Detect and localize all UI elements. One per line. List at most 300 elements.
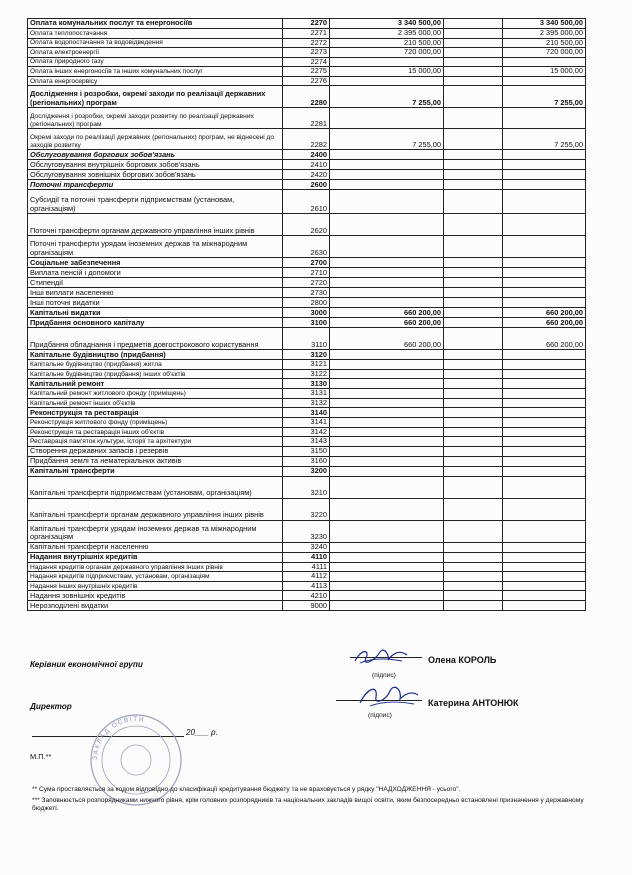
row-amount-total: [503, 150, 586, 160]
row-amount: 660 200,00: [330, 328, 444, 350]
row-amount: 660 200,00: [330, 318, 444, 328]
row-amount-2: [444, 129, 503, 150]
row-amount-2: [444, 552, 503, 562]
table-row: [28, 552, 586, 562]
row-amount-2: [444, 67, 503, 77]
row-amount-2: [444, 76, 503, 86]
row-label: Придбання основного капіталу: [28, 318, 283, 328]
row-code: 2600: [283, 180, 330, 190]
row-code: 4111: [283, 562, 330, 572]
row-amount: [330, 562, 444, 572]
table-row: [28, 258, 586, 268]
table-row: [28, 466, 586, 476]
row-label: Інші виплати населенню: [28, 288, 283, 298]
director-sign-hint: (підпис): [368, 712, 392, 719]
row-amount-2: [444, 190, 503, 214]
row-amount-total: [503, 350, 586, 360]
row-code: 2280: [283, 86, 330, 108]
row-label: Оплата теплопостачання: [28, 29, 283, 39]
row-amount-2: [444, 236, 503, 258]
row-amount-total: [503, 456, 586, 466]
row-amount-2: [444, 446, 503, 456]
row-amount: [330, 542, 444, 552]
row-amount-2: [444, 29, 503, 39]
row-amount: [330, 398, 444, 408]
head-title: Керівник економічної групи: [30, 660, 143, 669]
table-row: [28, 398, 586, 408]
row-amount: [330, 288, 444, 298]
row-amount-2: [444, 369, 503, 379]
row-code: 2610: [283, 190, 330, 214]
row-amount-2: [444, 38, 503, 48]
table-row: [28, 268, 586, 278]
table-row: [28, 170, 586, 180]
table-row: [28, 328, 586, 350]
table-row: [28, 308, 586, 318]
row-label: Обслуговування зовнішніх боргових зобов'язань: [28, 170, 283, 180]
row-amount: [330, 379, 444, 389]
row-amount-total: [503, 542, 586, 552]
row-label: Реконструкція та реставрація: [28, 408, 283, 418]
table-row: [28, 437, 586, 447]
row-label: Стипендії: [28, 278, 283, 288]
table-row: [28, 298, 586, 308]
row-amount-2: [444, 476, 503, 498]
row-label: Надання кредитів органам державного управління інших рівнів: [28, 562, 283, 572]
table-row: [28, 108, 586, 129]
row-amount-2: [444, 542, 503, 552]
row-amount-total: 210 500,00: [503, 38, 586, 48]
row-code: 3110: [283, 328, 330, 350]
row-amount-total: [503, 408, 586, 418]
row-label: Оплата природного газу: [28, 57, 283, 67]
row-amount-total: [503, 180, 586, 190]
table-row: [28, 278, 586, 288]
row-label: Дослідження і розробки, окремі заходи по реалізації державних (регіональних) програм: [28, 86, 283, 108]
row-label: Капітальні трансферти органам державного управління інших рівнів: [28, 498, 283, 520]
table-row: [28, 591, 586, 601]
row-label: Оплата водопостачання та водовідведення: [28, 38, 283, 48]
row-code: 3200: [283, 466, 330, 476]
row-amount-total: [503, 476, 586, 498]
table-row: [28, 360, 586, 370]
row-amount-2: [444, 160, 503, 170]
row-amount-2: [444, 214, 503, 236]
table-row: [28, 350, 586, 360]
row-label: Надання зовнішніх кредитів: [28, 591, 283, 601]
row-amount-total: 2 395 000,00: [503, 29, 586, 39]
row-amount: [330, 236, 444, 258]
row-code: 3150: [283, 446, 330, 456]
row-label: Дослідження і розробки, окремі заходи розвитку по реалізації державних (регіональних) програм: [28, 108, 283, 129]
row-amount: 660 200,00: [330, 308, 444, 318]
row-amount-2: [444, 572, 503, 582]
row-amount-2: [444, 170, 503, 180]
row-amount-2: [444, 268, 503, 278]
row-amount-total: [503, 298, 586, 308]
table-row: [28, 369, 586, 379]
row-amount-total: 720 000,00: [503, 48, 586, 58]
row-amount: [330, 108, 444, 129]
row-amount: [330, 278, 444, 288]
row-code: 3131: [283, 389, 330, 399]
table-row: [28, 150, 586, 160]
row-amount: [330, 180, 444, 190]
table-row: [28, 601, 586, 611]
table-row: [28, 520, 586, 542]
row-label: Оплата електроенергії: [28, 48, 283, 58]
row-amount-2: [444, 19, 503, 29]
row-amount: 7 255,00: [330, 86, 444, 108]
row-code: 2273: [283, 48, 330, 58]
row-amount-2: [444, 86, 503, 108]
table-row: [28, 476, 586, 498]
table-row: [28, 572, 586, 582]
row-amount-total: [503, 288, 586, 298]
row-code: 2700: [283, 258, 330, 268]
table-row: [28, 562, 586, 572]
row-amount-total: [503, 258, 586, 268]
row-code: 4110: [283, 552, 330, 562]
row-label: Капітальне будівництво (придбання) житла: [28, 360, 283, 370]
row-code: 2272: [283, 38, 330, 48]
row-amount: [330, 360, 444, 370]
row-amount-2: [444, 180, 503, 190]
stamp-label: М.П.**: [30, 752, 52, 761]
row-amount-total: [503, 160, 586, 170]
stamp-arc-text: ЗАКЛАД ОСВІТИ: [91, 715, 146, 761]
row-amount-total: [503, 190, 586, 214]
footnote-2: *** Заповнюється розпорядниками нижчого рівня, крім головних розпорядників та національних закладів вищої освіти, яким безпосередньо встановлені призначення у державному бюджеті.: [32, 797, 584, 813]
row-code: 2730: [283, 288, 330, 298]
row-amount: [330, 268, 444, 278]
row-label: Придбання обладнання і предметів довгострокового користування: [28, 328, 283, 350]
table-row: [28, 86, 586, 108]
row-code: 2420: [283, 170, 330, 180]
row-amount: [330, 427, 444, 437]
row-label: Реставрація пам'яток культури, історії та архітектури: [28, 437, 283, 447]
row-code: 3000: [283, 308, 330, 318]
table-row: [28, 190, 586, 214]
row-code: 2630: [283, 236, 330, 258]
row-amount: [330, 446, 444, 456]
row-code: 2720: [283, 278, 330, 288]
row-amount-2: [444, 318, 503, 328]
row-amount-total: 660 200,00: [503, 308, 586, 318]
row-code: 3120: [283, 350, 330, 360]
row-amount-total: [503, 108, 586, 129]
table-row: [28, 288, 586, 298]
row-label: Придбання землі та нематеріальних активів: [28, 456, 283, 466]
director-signature-scribble: [356, 683, 420, 709]
row-amount-total: [503, 360, 586, 370]
row-label: Капітальні трансферти урядам іноземних держав та міжнародним організаціям: [28, 520, 283, 542]
row-amount: [330, 498, 444, 520]
row-label: Капітальний ремонт: [28, 379, 283, 389]
row-amount: [330, 418, 444, 428]
row-amount-2: [444, 57, 503, 67]
table-row: [28, 318, 586, 328]
row-code: 3122: [283, 369, 330, 379]
row-amount-total: [503, 520, 586, 542]
row-amount-total: [503, 552, 586, 562]
row-label: Поточні трансферти урядам іноземних держав та міжнародним організаціям: [28, 236, 283, 258]
row-code: 4112: [283, 572, 330, 582]
row-label: Капітальний ремонт житлового фонду (приміщень): [28, 389, 283, 399]
row-code: 3141: [283, 418, 330, 428]
row-amount-total: 7 255,00: [503, 86, 586, 108]
table-row: [28, 67, 586, 77]
row-amount: [330, 601, 444, 611]
row-amount-total: [503, 170, 586, 180]
row-label: Капітальний ремонт інших об'єктів: [28, 398, 283, 408]
row-code: 2281: [283, 108, 330, 129]
row-amount: [330, 572, 444, 582]
row-amount-total: [503, 278, 586, 288]
row-amount: 3 340 500,00: [330, 19, 444, 29]
row-code: 2282: [283, 129, 330, 150]
row-amount-2: [444, 498, 503, 520]
row-code: 3210: [283, 476, 330, 498]
table-row: [28, 498, 586, 520]
row-label: Обслуговування внутрішніх боргових зобов'язань: [28, 160, 283, 170]
row-code: 2270: [283, 19, 330, 29]
row-amount-total: [503, 581, 586, 591]
table-row: [28, 214, 586, 236]
row-amount-total: [503, 389, 586, 399]
table-row: [28, 236, 586, 258]
row-amount: [330, 389, 444, 399]
row-amount: 15 000,00: [330, 67, 444, 77]
row-code: 9000: [283, 601, 330, 611]
row-amount: [330, 466, 444, 476]
row-code: 2274: [283, 57, 330, 67]
row-code: 3142: [283, 427, 330, 437]
row-amount-2: [444, 288, 503, 298]
row-code: 3130: [283, 379, 330, 389]
row-label: Оплата інших енергоносіїв та інших комунальних послуг: [28, 67, 283, 77]
row-amount-total: [503, 562, 586, 572]
row-code: 2271: [283, 29, 330, 39]
row-amount-total: [503, 236, 586, 258]
row-amount: [330, 214, 444, 236]
row-label: Капітальні трансферти підприємствам (установам, організаціям): [28, 476, 283, 498]
table-row: [28, 542, 586, 552]
row-code: 3143: [283, 437, 330, 447]
row-amount: [330, 258, 444, 268]
row-label: Капітальні трансферти населенню: [28, 542, 283, 552]
row-amount-total: [503, 591, 586, 601]
row-amount: [330, 57, 444, 67]
row-amount-2: [444, 562, 503, 572]
row-label: Окремі заходи по реалізації державних (регіональних) програм, не віднесені до заходів розвитку: [28, 129, 283, 150]
row-label: Надання внутрішніх кредитів: [28, 552, 283, 562]
row-code: 2400: [283, 150, 330, 160]
row-label: Капітальні видатки: [28, 308, 283, 318]
table-row: [28, 581, 586, 591]
row-amount: 210 500,00: [330, 38, 444, 48]
table-row: [28, 446, 586, 456]
row-amount-2: [444, 437, 503, 447]
row-amount-2: [444, 360, 503, 370]
row-label: Реконструкція та реставрація інших об'єктів: [28, 427, 283, 437]
row-amount-2: [444, 456, 503, 466]
row-amount-total: [503, 214, 586, 236]
row-label: Оплата енергосервісу: [28, 76, 283, 86]
row-code: 3132: [283, 398, 330, 408]
row-amount: [330, 350, 444, 360]
row-label: Капітальні трансферти: [28, 466, 283, 476]
row-amount-total: [503, 498, 586, 520]
row-code: 4113: [283, 581, 330, 591]
row-amount-total: [503, 398, 586, 408]
row-amount: [330, 298, 444, 308]
row-amount-2: [444, 278, 503, 288]
table-row: [28, 408, 586, 418]
table-row: [28, 389, 586, 399]
row-amount: [330, 437, 444, 447]
row-code: 2275: [283, 67, 330, 77]
date-text: 20___ р.: [186, 728, 218, 737]
row-amount-total: [503, 268, 586, 278]
row-label: Капітальне будівництво (придбання): [28, 350, 283, 360]
row-amount-total: [503, 466, 586, 476]
row-amount: [330, 190, 444, 214]
row-code: 2276: [283, 76, 330, 86]
row-amount-total: [503, 57, 586, 67]
row-label: Створення державних запасів і резервів: [28, 446, 283, 456]
row-amount: [330, 552, 444, 562]
row-amount-total: [503, 572, 586, 582]
row-label: Надання інших внутрішніх кредитів: [28, 581, 283, 591]
row-amount: [330, 170, 444, 180]
footnote-1: ** Сума проставляється за кодом відповідно до класифікації кредитування бюджету та не враховується у рядку "НАДХОДЖЕННЯ - усього".: [32, 786, 461, 793]
row-amount-total: [503, 601, 586, 611]
row-amount: 7 255,00: [330, 129, 444, 150]
row-amount: [330, 408, 444, 418]
table-row: [28, 38, 586, 48]
row-label: Капітальне будівництво (придбання) інших об'єктів: [28, 369, 283, 379]
row-amount: [330, 476, 444, 498]
row-label: Виплата пенсій і допомоги: [28, 268, 283, 278]
expenditure-table: [27, 18, 586, 611]
row-label: Поточні трансферти органам державного управління інших рівнів: [28, 214, 283, 236]
head-name: Олена КОРОЛЬ: [428, 655, 497, 665]
table-row: [28, 129, 586, 150]
row-label: Обслуговування боргових зобов'язань: [28, 150, 283, 160]
row-amount-total: 15 000,00: [503, 67, 586, 77]
row-amount-total: [503, 418, 586, 428]
table-row: [28, 456, 586, 466]
row-amount-2: [444, 389, 503, 399]
row-amount-2: [444, 427, 503, 437]
table-row: [28, 160, 586, 170]
row-amount-total: 660 200,00: [503, 328, 586, 350]
row-amount-2: [444, 581, 503, 591]
row-amount-2: [444, 398, 503, 408]
row-amount: [330, 456, 444, 466]
row-amount-total: [503, 369, 586, 379]
row-amount-total: [503, 379, 586, 389]
row-code: 3140: [283, 408, 330, 418]
row-code: 3220: [283, 498, 330, 520]
row-label: Надання кредитів підприємствам, установам, організаціям: [28, 572, 283, 582]
row-amount-2: [444, 150, 503, 160]
row-amount-total: [503, 76, 586, 86]
row-label: Субсидії та поточні трансферти підприємствам (установам, організаціям): [28, 190, 283, 214]
svg-text:ЗАКЛАД ОСВІТИ: [92, 716, 145, 760]
row-label: Інші поточні видатки: [28, 298, 283, 308]
row-code: 2800: [283, 298, 330, 308]
row-amount-2: [444, 418, 503, 428]
row-amount: [330, 581, 444, 591]
row-label: Оплата комунальних послуг та енергоносіїв: [28, 19, 283, 29]
table-row: [28, 57, 586, 67]
row-amount-2: [444, 379, 503, 389]
row-amount: [330, 150, 444, 160]
table-row: [28, 379, 586, 389]
row-label: Реконструкція житлового фонду (приміщень): [28, 418, 283, 428]
table-row: [28, 48, 586, 58]
row-amount-2: [444, 308, 503, 318]
row-code: 2620: [283, 214, 330, 236]
row-code: 3230: [283, 520, 330, 542]
row-amount-total: [503, 437, 586, 447]
row-amount-2: [444, 328, 503, 350]
row-amount-total: [503, 427, 586, 437]
row-amount: 2 395 000,00: [330, 29, 444, 39]
row-code: 3160: [283, 456, 330, 466]
row-amount: [330, 160, 444, 170]
row-code: 3240: [283, 542, 330, 552]
row-amount-total: 3 340 500,00: [503, 19, 586, 29]
row-amount-total: 660 200,00: [503, 318, 586, 328]
head-sign-hint: (підпис): [372, 672, 396, 679]
row-amount-2: [444, 408, 503, 418]
row-amount-2: [444, 601, 503, 611]
row-code: 3100: [283, 318, 330, 328]
table-row: [28, 29, 586, 39]
row-label: Нерозподілені видатки: [28, 601, 283, 611]
row-amount-2: [444, 48, 503, 58]
director-name: Катерина АНТОНЮК: [428, 698, 519, 708]
row-amount-2: [444, 520, 503, 542]
row-amount-2: [444, 466, 503, 476]
table-row: [28, 427, 586, 437]
row-amount-2: [444, 258, 503, 268]
row-amount: [330, 520, 444, 542]
head-signature-scribble: [352, 646, 410, 666]
row-code: 2410: [283, 160, 330, 170]
row-code: 2710: [283, 268, 330, 278]
table-row: [28, 76, 586, 86]
row-amount-2: [444, 298, 503, 308]
row-amount: [330, 591, 444, 601]
row-amount: [330, 76, 444, 86]
row-amount-2: [444, 591, 503, 601]
row-code: 3121: [283, 360, 330, 370]
row-amount-total: [503, 446, 586, 456]
row-label: Поточні трансферти: [28, 180, 283, 190]
row-amount-total: 7 255,00: [503, 129, 586, 150]
row-amount-2: [444, 108, 503, 129]
row-code: 4210: [283, 591, 330, 601]
table-row: [28, 180, 586, 190]
row-amount: [330, 369, 444, 379]
table-row: [28, 19, 586, 29]
row-amount: 720 000,00: [330, 48, 444, 58]
row-amount-2: [444, 350, 503, 360]
